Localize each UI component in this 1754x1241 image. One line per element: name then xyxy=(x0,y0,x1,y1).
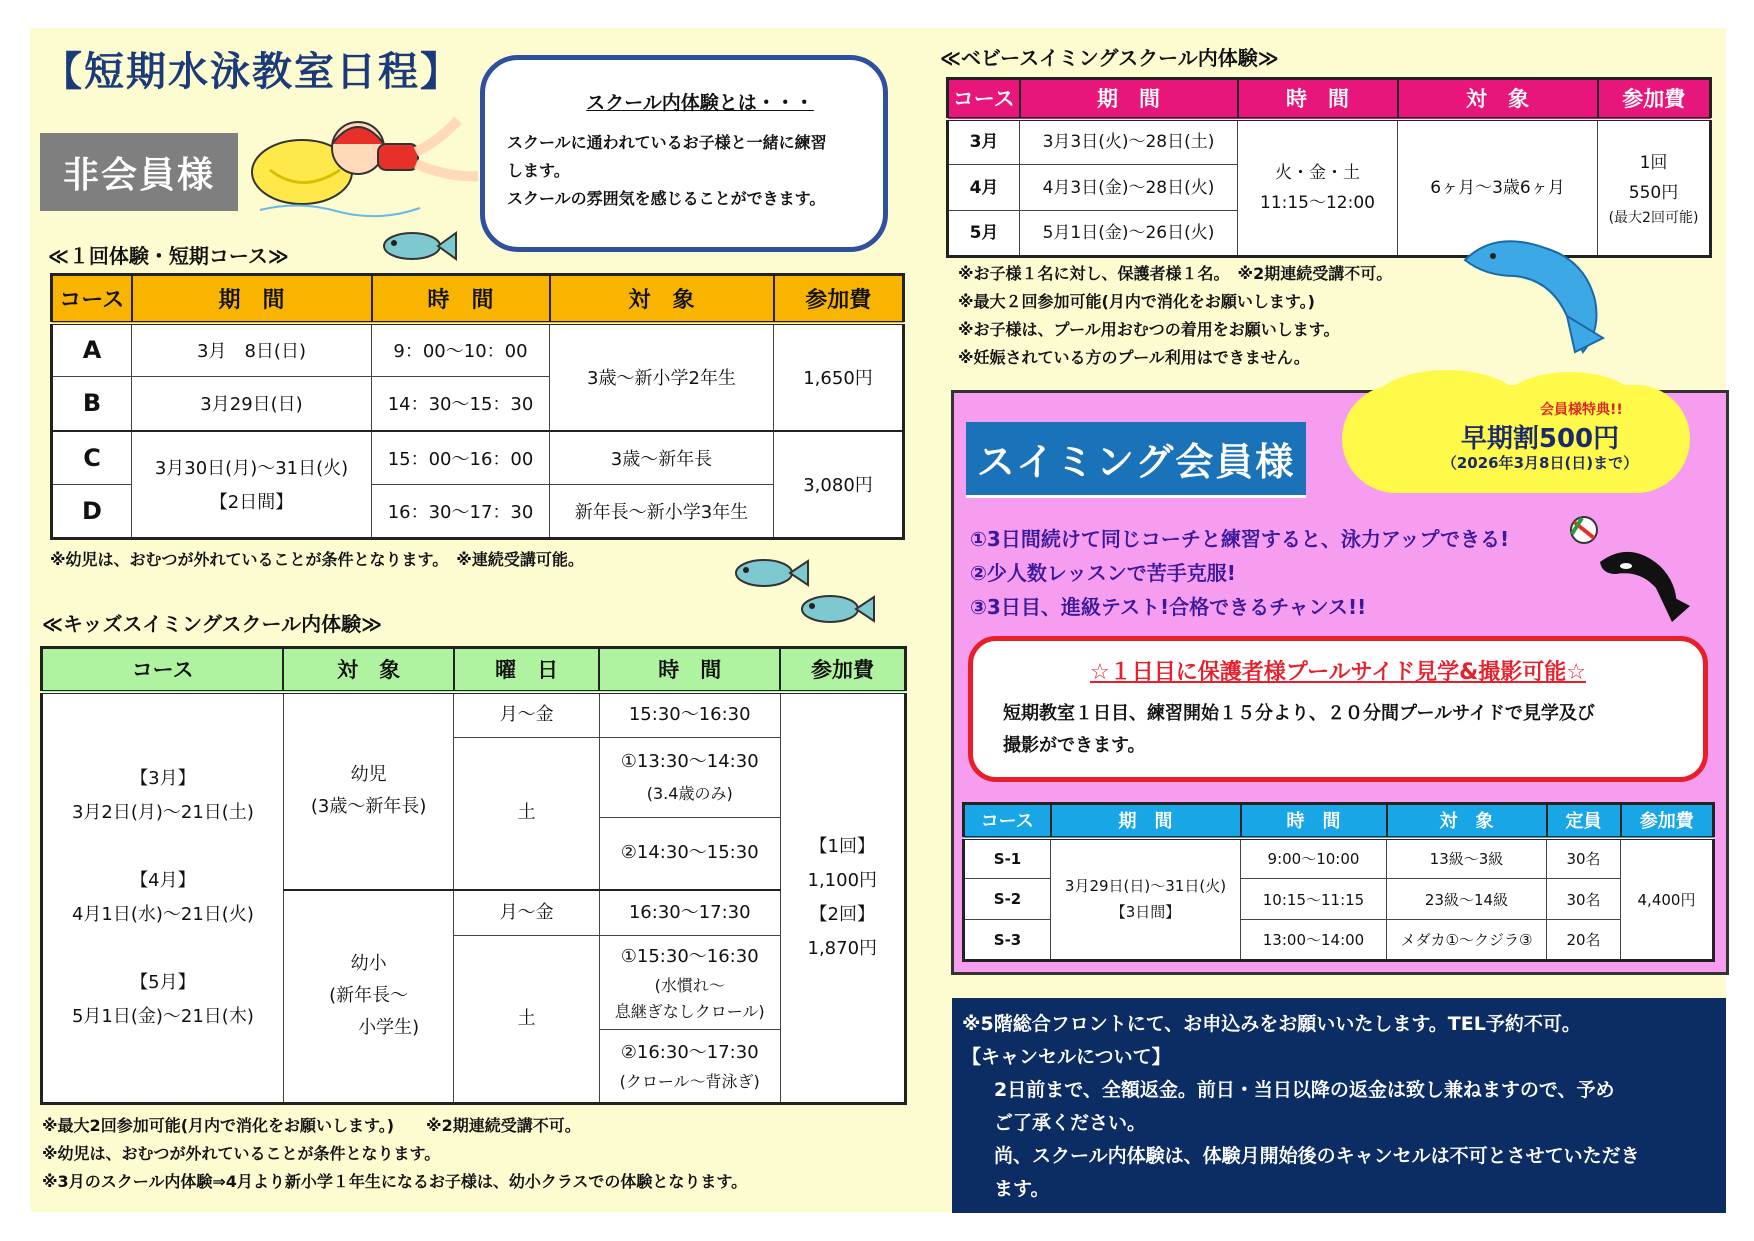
target-school-cell xyxy=(283,890,454,1104)
table-row xyxy=(42,692,906,738)
period-cell: 4月3日(金)～28日(火) xyxy=(1020,165,1238,211)
day-cell: 月～金 xyxy=(454,692,600,738)
course-cell: S-2 xyxy=(964,879,1051,920)
target-young-label: 幼児 xyxy=(350,764,387,785)
target-school-label: 幼小 xyxy=(350,953,387,975)
fee-cell: 3,080円 xyxy=(774,431,904,539)
time-s2c: 息継ぎなしクロール) xyxy=(614,1001,765,1021)
baby-fee-value: 550円 xyxy=(1628,182,1679,203)
target-cell: 23級～14級 xyxy=(1387,879,1547,920)
col-header-target: 対 象 xyxy=(550,275,774,323)
application-line: ※5階総合フロントにて、お申込みをお願いいたします。TEL予約不可。 xyxy=(962,1013,1581,1035)
course-cell: B xyxy=(52,377,132,431)
col-header-time: 時 間 xyxy=(1238,79,1398,119)
target-cell: 3歳～新小学2年生 xyxy=(550,323,774,431)
kids-notes xyxy=(42,1112,747,1196)
kids-heading: ≪キッズスイミングスクール内体験≫ xyxy=(42,612,383,636)
time-cell xyxy=(599,936,780,1030)
fee-once-value: 1,100円 xyxy=(807,869,878,891)
time-cell xyxy=(599,738,780,818)
course-cell: D xyxy=(52,485,132,539)
fee-cell: 4,400円 xyxy=(1621,838,1714,961)
time-s3a: ②16:30～17:30 xyxy=(620,1042,759,1063)
time-y2b: (3.4歳のみ) xyxy=(646,783,733,803)
short-course-note: ※幼児は、おむつが外れていることが条件となります。 ※連続受講可能。 xyxy=(50,550,584,569)
time-s3b: (クロール～背泳ぎ) xyxy=(619,1072,760,1091)
time-cell xyxy=(1238,119,1398,257)
time-cell: 15：00～16：00 xyxy=(372,431,550,485)
course-cell: C xyxy=(52,431,132,485)
member-point-1: ①3日間続けて同じコーチと練習すると、泳力アップできる! xyxy=(970,527,1510,551)
target-school-range-1: (新年長～ xyxy=(329,985,409,1007)
time-cell: ②14:30～15:30 xyxy=(599,818,780,890)
cancel-line-4: ます。 xyxy=(994,1178,1050,1200)
col-header-fee: 参加費 xyxy=(780,648,905,692)
main-title: 【短期水泳教室日程】 xyxy=(42,49,462,95)
col-header-day: 曜 日 xyxy=(454,648,600,692)
col-header-fee: 参加費 xyxy=(1598,79,1711,119)
time-cell: 9：00～10：00 xyxy=(372,323,550,377)
member-table xyxy=(962,802,1715,962)
orca-ball-icon xyxy=(1560,510,1700,628)
table-row xyxy=(948,119,1711,165)
cancel-title: 【キャンセルについて】 xyxy=(962,1046,1171,1068)
period-cell: 3月3日(火)～28日(土) xyxy=(1020,119,1238,165)
col-header-time: 時 間 xyxy=(1241,804,1387,838)
col-header-capacity: 定員 xyxy=(1547,804,1621,838)
bubble-title: スクール内体験とは・・・ xyxy=(586,92,814,114)
period-cell: 3月 8日(日) xyxy=(132,323,372,377)
cancel-line-2: ご了承ください。 xyxy=(994,1112,1147,1134)
cancel-line-1: 2日前まで、全額返金。前日・当日以降の返金は致し兼ねますので、予め xyxy=(994,1079,1615,1101)
swimmer-kid-icon xyxy=(240,100,485,230)
kids-fee-cell xyxy=(780,692,905,1104)
fish-pair-icon xyxy=(730,553,880,633)
short-course-heading: ≪１回体験・短期コース≫ xyxy=(48,244,289,268)
early-discount: 早期割500円 xyxy=(1460,424,1620,454)
target-cell: 13級～3級 xyxy=(1387,838,1547,879)
time-y2a: ①13:30～14:30 xyxy=(620,750,759,772)
kids-note-2: ※幼児は、おむつが外れていることが条件となります。 xyxy=(42,1144,441,1163)
time-s2b: (水慣れ～ xyxy=(654,975,725,995)
course-cell: S-1 xyxy=(964,838,1051,879)
course-month-5: 【5月】 xyxy=(130,971,196,993)
target-cell: 新年長～新小学3年生 xyxy=(550,485,774,539)
col-header-target: 対 象 xyxy=(1398,79,1598,119)
col-header-target: 対 象 xyxy=(1387,804,1547,838)
target-cell: メダカ①～クジラ③ xyxy=(1387,920,1547,961)
col-header-fee: 参加費 xyxy=(1621,804,1714,838)
guardian-viewing-line-1: 短期教室１日目、練習開始１５分より、２０分間プールサイドで見学及び xyxy=(1003,703,1595,724)
course-month-3: 【3月】 xyxy=(130,767,196,789)
col-header-course: コース xyxy=(964,804,1051,838)
fee-twice-value: 1,870円 xyxy=(807,937,878,959)
time-cell xyxy=(599,1030,780,1104)
col-header-time: 時 間 xyxy=(599,648,780,692)
course-period-5: 5月1日(金)～21日(木) xyxy=(71,1005,254,1027)
bubble-line-3: スクールの雰囲気を感じることができます。 xyxy=(507,189,826,208)
capacity-cell: 30名 xyxy=(1547,838,1621,879)
course-cell: 5月 xyxy=(948,211,1020,257)
bubble-line-2: します。 xyxy=(507,161,570,180)
time-s2a: ①15:30～16:30 xyxy=(620,945,759,967)
target-school-range-2: 小学生) xyxy=(358,1017,420,1039)
member-point-2: ②少人数レッスンで苦手克服! xyxy=(970,561,1236,585)
member-perk-label: 会員様特典!! xyxy=(1540,402,1623,418)
dolphin-icon xyxy=(1455,220,1620,360)
member-period: 3月29日(日)～31日(火) xyxy=(1064,877,1227,896)
col-header-period: 期 間 xyxy=(1020,79,1238,119)
baby-fee-note: (最大2回可能) xyxy=(1608,209,1699,226)
time-cell: 10:15～11:15 xyxy=(1241,879,1387,920)
guardian-viewing-box xyxy=(968,636,1708,782)
baby-time: 11:15～12:00 xyxy=(1260,192,1375,213)
early-discount-date: （2026年3月8日(日)まで） xyxy=(1441,454,1639,472)
baby-notes xyxy=(958,260,1392,372)
bubble-line-1: スクールに通われているお子様と一緒に練習 xyxy=(507,133,827,152)
course-cell: A xyxy=(52,323,132,377)
col-header-time: 時 間 xyxy=(372,275,550,323)
table-row xyxy=(52,431,904,485)
baby-note-2: ※最大２回参加可能(月内で消化をお願いします。) xyxy=(958,292,1315,311)
col-header-course: コース xyxy=(52,275,132,323)
kids-course-cell xyxy=(42,692,284,1104)
col-header-course: コース xyxy=(948,79,1020,119)
capacity-cell: 30名 xyxy=(1547,879,1621,920)
course-month-4: 【4月】 xyxy=(130,869,196,891)
time-cell: 16：30～17：30 xyxy=(372,485,550,539)
non-member-label: 非会員様 xyxy=(40,133,238,211)
col-header-period: 期 間 xyxy=(1051,804,1241,838)
day-cell: 土 xyxy=(454,936,600,1104)
period-cell: 3月29日(日) xyxy=(132,377,372,431)
time-cell: 14：30～15：30 xyxy=(372,377,550,431)
fish-icon xyxy=(378,225,458,267)
fee-once-label: 【1回】 xyxy=(809,835,875,857)
kids-note-3: ※3月のスクール内体験⇒4月より新小学１年生になるお子様は、幼小クラスでの体験となります。 xyxy=(42,1172,748,1191)
col-header-fee: 参加費 xyxy=(774,275,904,323)
capacity-cell: 20名 xyxy=(1547,920,1621,961)
day-cell: 月～金 xyxy=(454,890,600,936)
course-cell: 4月 xyxy=(948,165,1020,211)
baby-fee-label: 1回 xyxy=(1639,152,1668,173)
kids-note-1: ※最大2回参加可能(月内で消化をお願いします。) ※2期連続受講不可。 xyxy=(42,1116,581,1135)
school-trial-bubble xyxy=(480,55,888,252)
kids-table xyxy=(40,646,907,1105)
guardian-viewing-title: ☆１日目に保護者様プールサイド見学&撮影可能☆ xyxy=(1090,660,1586,685)
short-course-table xyxy=(50,273,905,540)
day-cell: 土 xyxy=(454,738,600,890)
time-cell: 16:30～17:30 xyxy=(599,890,780,936)
baby-note-4: ※妊娠されている方のプール利用はできません。 xyxy=(958,348,1310,367)
time-cell: 15:30～16:30 xyxy=(599,692,780,738)
application-info-box xyxy=(952,998,1726,1213)
member-period-note: 【3日間】 xyxy=(1110,903,1181,922)
period-cell: 5月1日(金)～26日(火) xyxy=(1020,211,1238,257)
period-cd: 3月30日(月)～31日(火) xyxy=(154,458,349,480)
target-young-cell xyxy=(283,692,454,890)
course-period-3: 3月2日(月)～21日(土) xyxy=(71,801,254,823)
col-header-period: 期 間 xyxy=(132,275,372,323)
time-cell: 13:00～14:00 xyxy=(1241,920,1387,961)
period-cell xyxy=(1051,838,1241,961)
period-cell xyxy=(132,431,372,539)
baby-heading: ≪ベビースイミングスクール内体験≫ xyxy=(940,46,1279,70)
course-period-4: 4月1日(水)～21日(火) xyxy=(71,903,254,925)
baby-note-3: ※お子様は、プール用おむつの着用をお願いします。 xyxy=(958,320,1340,339)
fee-twice-label: 【2回】 xyxy=(809,903,875,925)
baby-days: 火・金・土 xyxy=(1275,162,1360,183)
course-cell: 3月 xyxy=(948,119,1020,165)
period-cd-note: 【2日間】 xyxy=(209,492,294,514)
fee-cell: 1,650円 xyxy=(774,323,904,431)
table-row xyxy=(964,838,1714,879)
time-cell: 9:00～10:00 xyxy=(1241,838,1387,879)
target-cell: 3歳～新年長 xyxy=(550,431,774,485)
target-cell: 6ヶ月～3歳6ヶ月 xyxy=(1398,119,1598,257)
member-points xyxy=(970,522,1509,624)
col-header-target: 対 象 xyxy=(283,648,454,692)
cancel-line-3: 尚、スクール内体験は、体験月開始後のキャンセルは不可とさせていただき xyxy=(994,1145,1640,1167)
member-title: スイミング会員様 xyxy=(966,422,1306,498)
baby-note-1: ※お子様１名に対し、保護者様１名。 ※2期連続受講不可。 xyxy=(958,264,1393,283)
guardian-viewing-line-2: 撮影ができます。 xyxy=(1003,735,1146,756)
target-young-range: (3歳～新年長) xyxy=(310,796,427,817)
course-cell: S-3 xyxy=(964,920,1051,961)
member-point-3: ③3日目、進級テスト!合格できるチャンス!! xyxy=(970,595,1367,619)
table-row xyxy=(52,323,904,377)
col-header-course: コース xyxy=(42,648,284,692)
